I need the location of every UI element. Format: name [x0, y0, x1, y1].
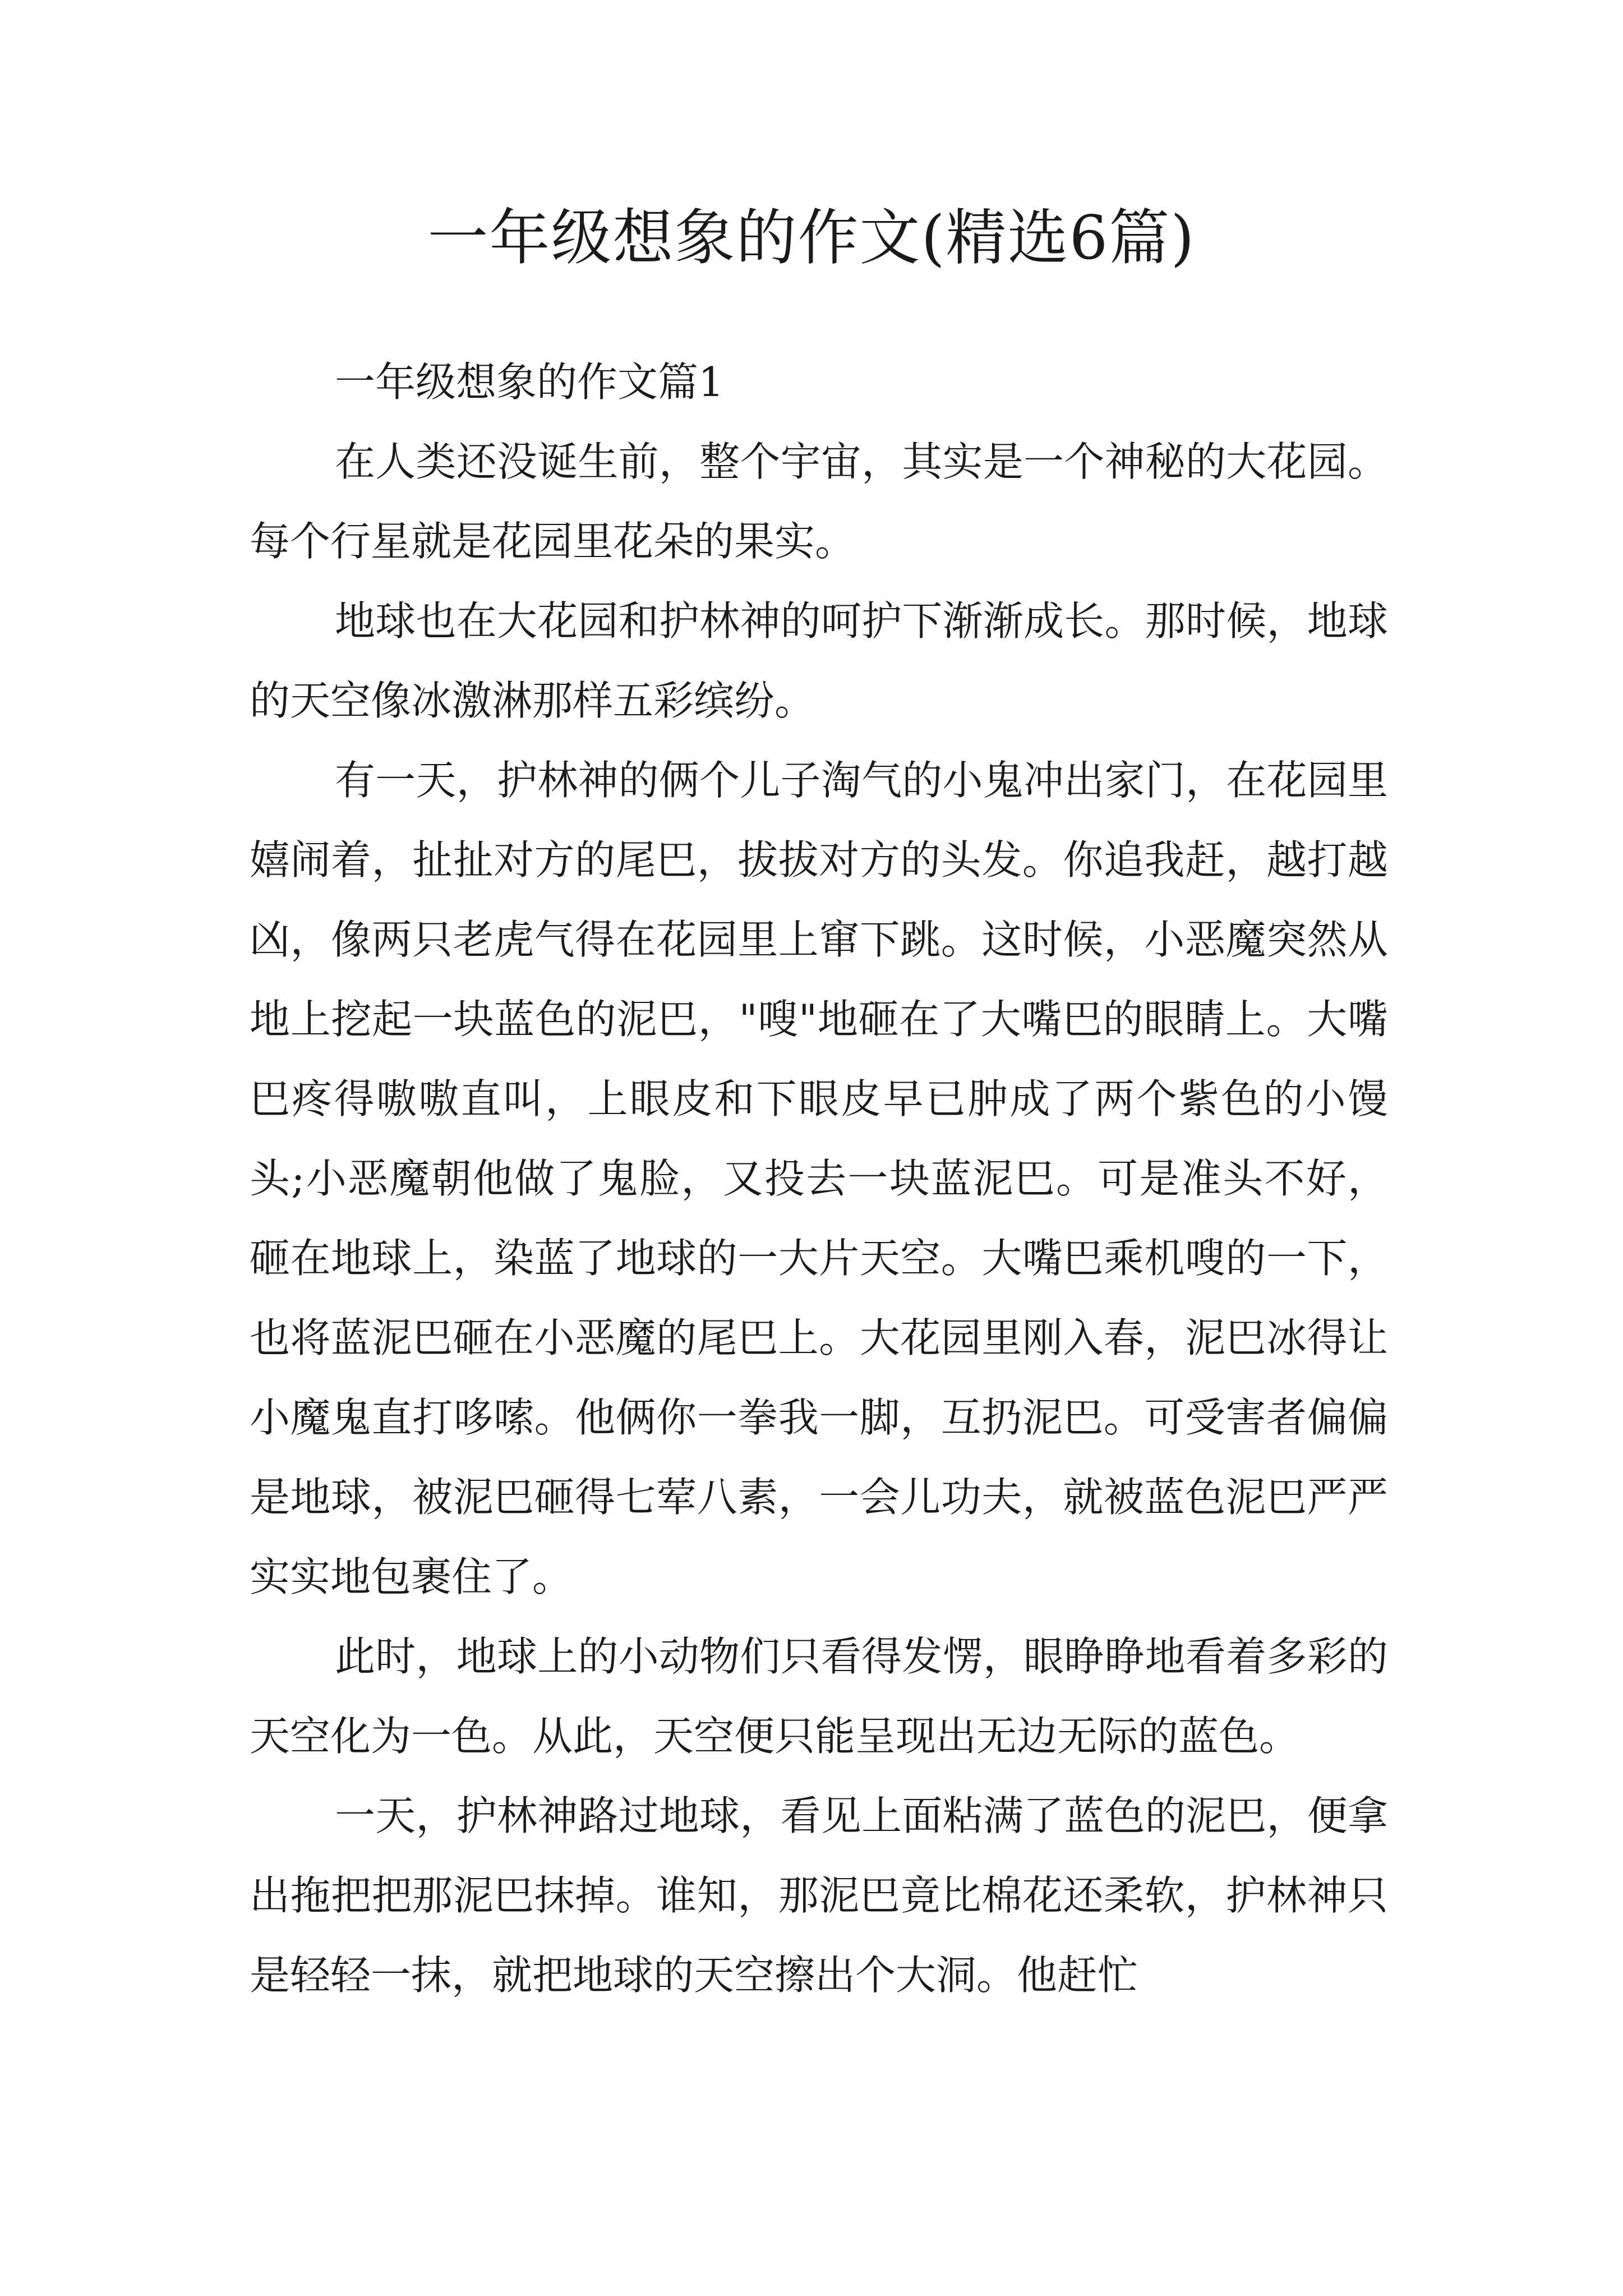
paragraph: 地球也在大花园和护林神的呵护下渐渐成长。那时候，地球的天空像冰激淋那样五彩缤纷。	[250, 597, 1388, 724]
paragraph: 有一天，护林神的俩个儿子淘气的小鬼冲出家门，在花园里嬉闹着，扯扯对方的尾巴，拔拔对方的头发。你追我赶，越打越凶，像两只老虎气得在花园里上窜下跳。这时候，小恶魔突然从地上挖起一块蓝色的泥巴，"嗖"地砸在了大嘴巴的眼睛上。大嘴巴疼得嗷嗷直叫，上眼皮和下眼皮早已肿成了两个紫色的小馒头;小恶魔朝他做了鬼脸，又投去一块蓝泥巴。可是准头不好，砸在地球上，染蓝了地球的一大片天空。大嘴巴乘机嗖的一下，也将蓝泥巴砸在小恶魔的尾巴上。大花园里刚入春，泥巴冰得让小魔鬼直打哆嗦。他俩你一拳我一脚，互扔泥巴。可受害者偏偏是地球，被泥巴砸得七荤八素，一会儿功夫，就被蓝色泥巴严严实实地包裹住了。	[250, 757, 1388, 1600]
section-heading: 一年级想象的作文篇1	[335, 358, 724, 406]
document-title: 一年级想象的作文(精选6篇)	[427, 203, 1196, 273]
paragraph: 一天，护林神路过地球，看见上面粘满了蓝色的泥巴，便拿出拖把把那泥巴抹掉。谁知，那泥巴竟比棉花还柔软，护林神只是轻轻一抹，就把地球的天空擦出个大洞。他赶忙	[250, 1792, 1388, 1999]
paragraph: 在人类还没诞生前，整个宇宙，其实是一个神秘的大花园。每个行星就是花园里花朵的果实。	[250, 438, 1388, 565]
document-body	[250, 342, 1388, 2015]
paragraph: 此时，地球上的小动物们只看得发愣，眼睁睁地看着多彩的天空化为一色。从此，天空便只能呈现出无边无际的蓝色。	[250, 1633, 1388, 1760]
